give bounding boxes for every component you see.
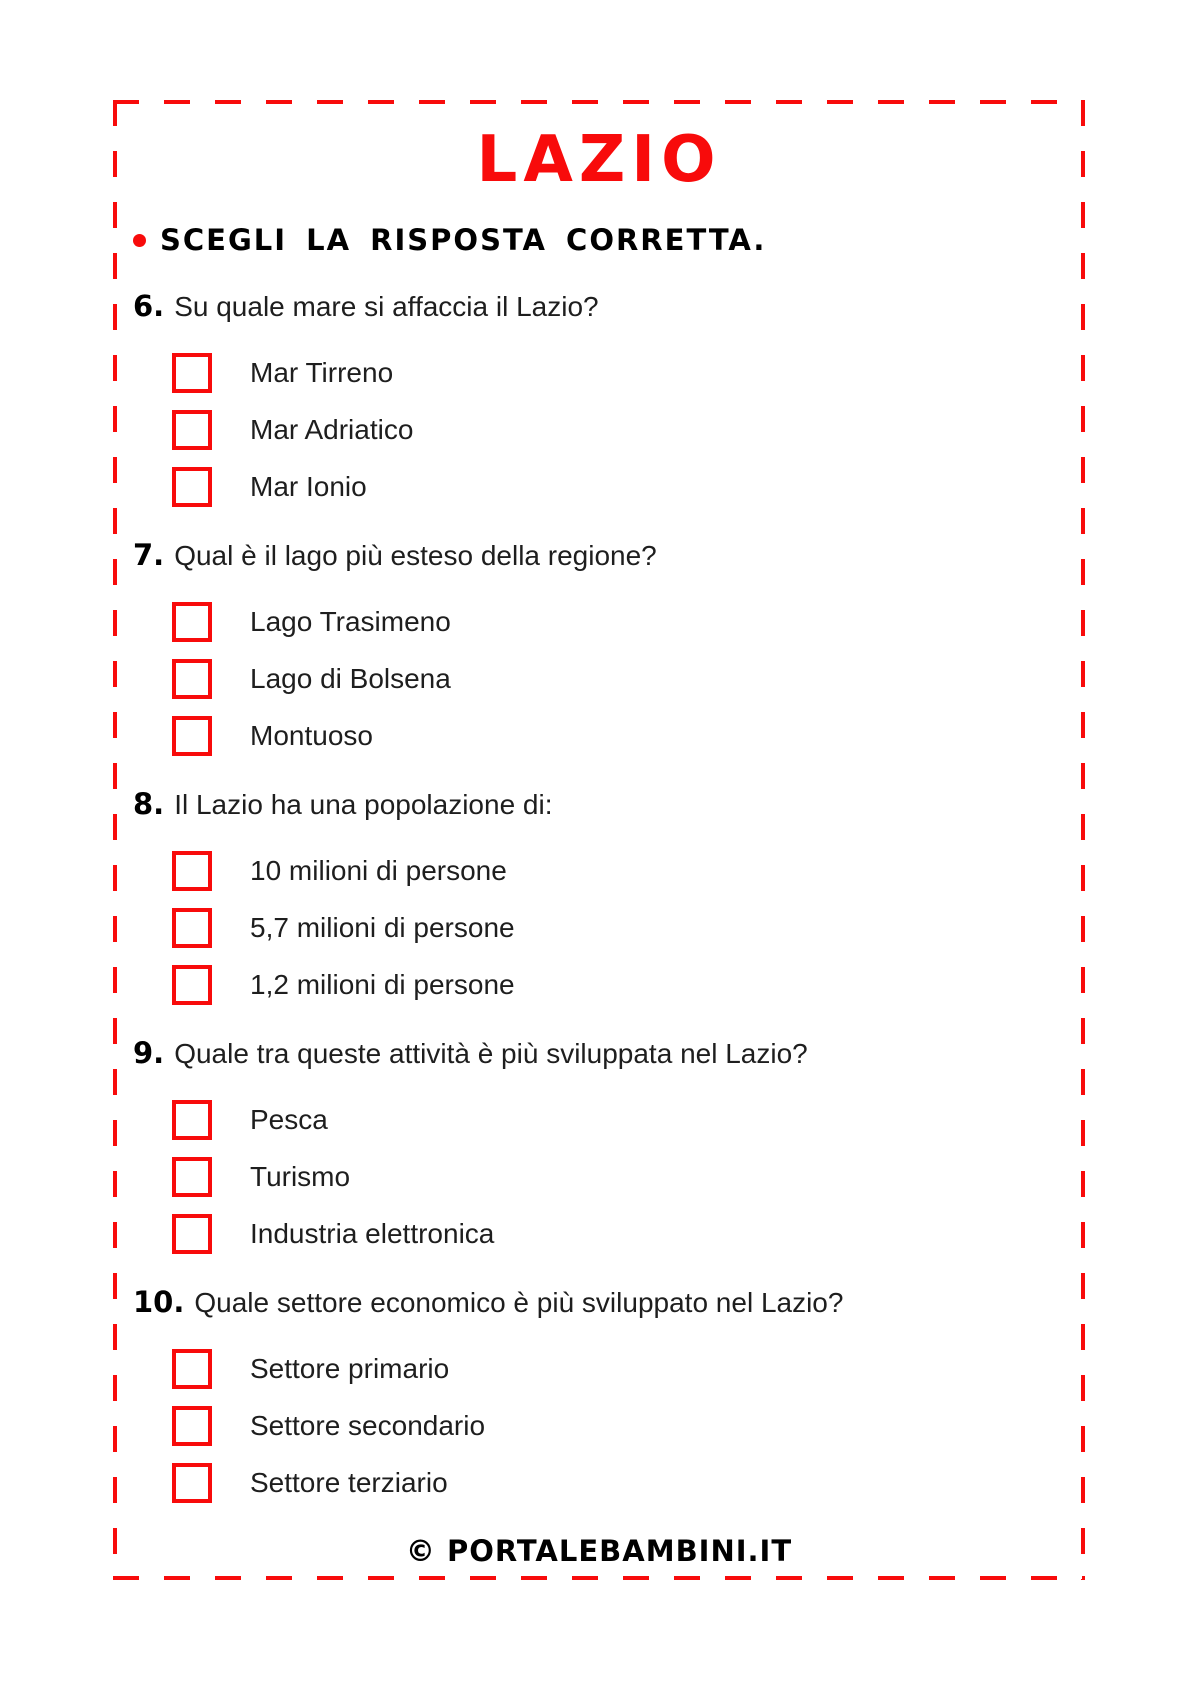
answer-checkbox[interactable] [172,1100,212,1140]
option-row [172,410,1085,450]
question-number: 6. [133,289,165,323]
option-row [172,1463,1085,1503]
option-label: 10 milioni di persone [250,855,507,886]
option-row [172,602,1085,642]
option-label: Turismo [250,1161,351,1192]
option-label: Settore secondario [250,1410,486,1441]
option-label: Lago di Bolsena [250,663,451,694]
options-list [113,353,1085,507]
answer-checkbox[interactable] [172,1463,212,1503]
option-label: Lago Trasimeno [250,606,451,637]
answer-checkbox[interactable] [172,1406,212,1446]
question-heading [133,784,1085,825]
question-text: Quale settore economico è più sviluppato nel Lazio? [194,1287,844,1318]
answer-checkbox[interactable] [172,410,212,450]
option-label: 5,7 milioni di persone [250,912,515,943]
question-block [113,1282,1085,1503]
question-text: Il Lazio ha una popolazione di: [174,789,553,820]
question-heading [133,1033,1085,1074]
options-list [113,851,1085,1005]
question-block [113,784,1085,1005]
option-row [172,659,1085,699]
option-label: Mar Adriatico [250,414,414,445]
option-label: Settore terziario [250,1467,448,1498]
option-label: Pesca [250,1104,328,1135]
dashed-border-right [1081,100,1085,1580]
option-label: Mar Ionio [250,471,367,502]
option-row [172,965,1085,1005]
option-label: Montuoso [250,720,373,751]
worksheet-title: LAZIO [476,123,722,197]
option-row [172,1214,1085,1254]
answer-checkbox[interactable] [172,467,212,507]
instruction-line [133,222,1085,258]
question-block [113,535,1085,756]
answer-checkbox[interactable] [172,659,212,699]
options-list [113,602,1085,756]
option-label: Settore primario [250,1353,450,1384]
questions-list [113,286,1085,1503]
answer-checkbox[interactable] [172,908,212,948]
question-heading [133,286,1085,327]
option-row [172,353,1085,393]
question-number: 10. [133,1285,185,1319]
option-row [172,1406,1085,1446]
answer-checkbox[interactable] [172,716,212,756]
question-block [113,1033,1085,1254]
dashed-border-left [113,100,117,1580]
question-text: Quale tra queste attività è più sviluppata nel Lazio? [174,1038,808,1069]
option-row [172,908,1085,948]
options-list [113,1349,1085,1503]
question-number: 8. [133,787,165,821]
question-number: 9. [133,1036,165,1070]
answer-checkbox[interactable] [172,1157,212,1197]
answer-checkbox[interactable] [172,965,212,1005]
question-text: Qual è il lago più esteso della regione? [174,540,657,571]
option-row [172,851,1085,891]
dashed-border-bottom [113,1576,1085,1580]
question-heading [133,1282,1085,1323]
question-number: 7. [133,538,165,572]
option-row [172,1100,1085,1140]
worksheet-page [113,100,1085,1580]
answer-checkbox[interactable] [172,851,212,891]
dashed-border-top [113,100,1085,104]
answer-checkbox[interactable] [172,1214,212,1254]
copyright-text: © PORTALEBAMBINI.IT [405,1534,793,1568]
bullet-icon [133,234,146,247]
question-text: Su quale mare si affaccia il Lazio? [174,291,599,322]
answer-checkbox[interactable] [172,353,212,393]
option-row [172,467,1085,507]
option-row [172,716,1085,756]
option-label: 1,2 milioni di persone [250,969,515,1000]
question-heading [133,535,1085,576]
option-label: Industria elettronica [250,1218,495,1249]
option-row [172,1157,1085,1197]
option-label: Mar Tirreno [250,357,394,388]
question-block [113,286,1085,507]
answer-checkbox[interactable] [172,1349,212,1389]
option-row [172,1349,1085,1389]
options-list [113,1100,1085,1254]
instruction-text: SCEGLI LA RISPOSTA CORRETTA. [160,223,767,257]
answer-checkbox[interactable] [172,602,212,642]
